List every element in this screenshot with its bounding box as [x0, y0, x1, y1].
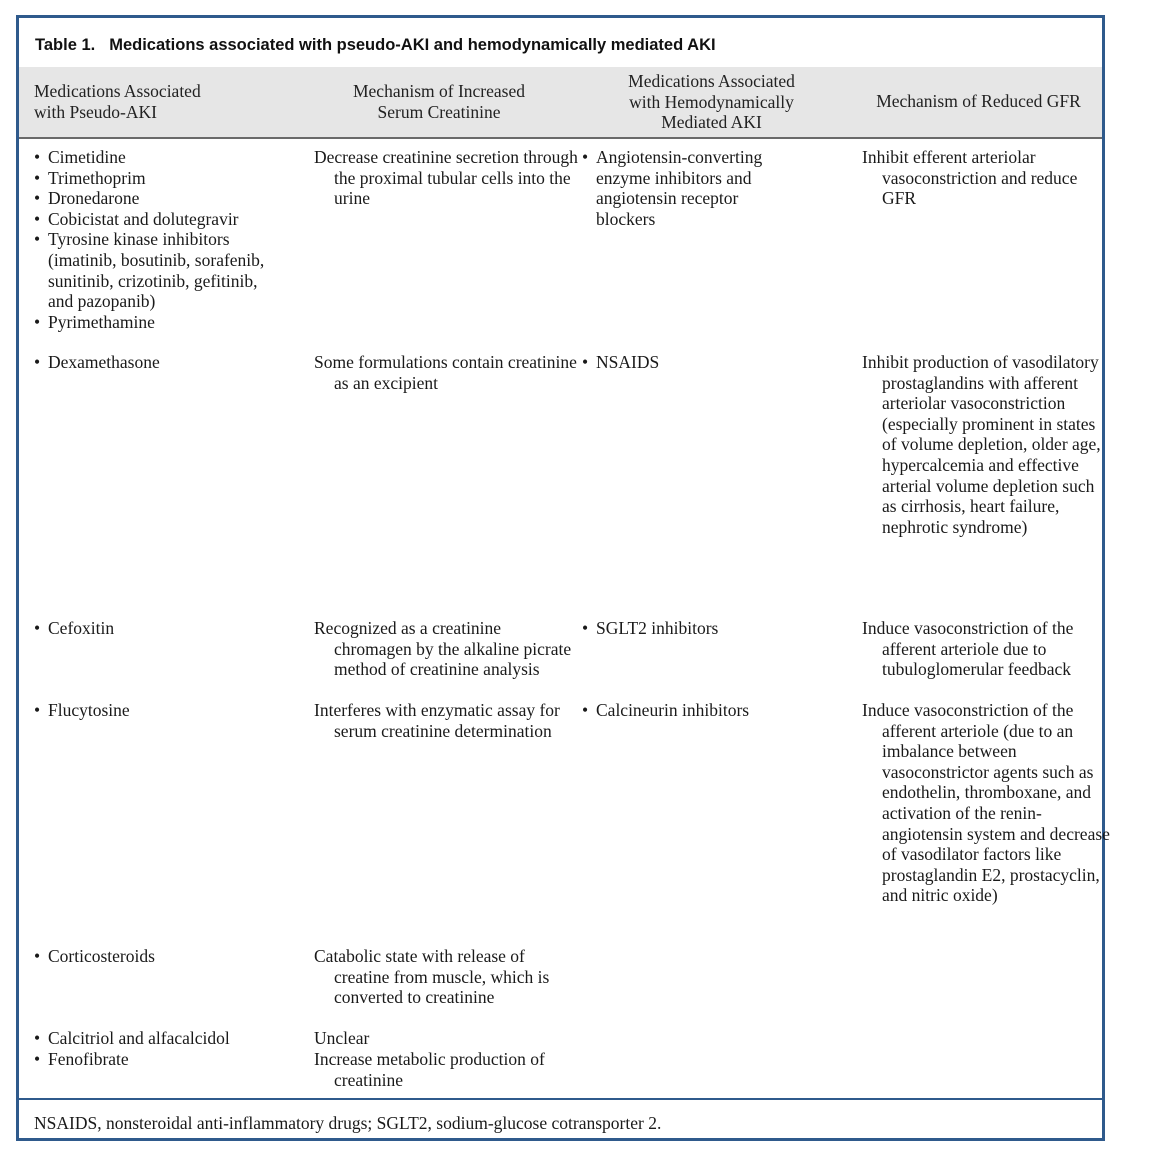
row1-hemo-meds [582, 147, 797, 229]
header-creatinine-mechanism: Mechanism of Increased Serum Creatinine [352, 81, 525, 122]
row3-hemo-meds [582, 618, 797, 639]
row7-pseudo-meds [34, 1049, 296, 1070]
list-item: • Angiotensin-converting enzyme inhibitors and angiotensin receptor blockers [582, 147, 797, 229]
row5-creatinine-mechanism: Catabolic state with release of creatine from muscle, which is converted to creatinine [314, 946, 550, 1008]
row1-pseudo-meds [34, 147, 296, 332]
row2-pseudo-meds [34, 352, 296, 373]
list-item: • Calcineurin inhibitors [582, 700, 797, 721]
list-item: • Calcitriol and alfacalcidol [34, 1028, 296, 1049]
list-item: • NSAIDS [582, 352, 797, 373]
table-number: Table 1. [35, 36, 96, 54]
row2-hemo-meds [582, 352, 797, 373]
list-item: • Cefoxitin [34, 618, 296, 639]
row4-creatinine-mechanism: Interferes with enzymatic assay for serum creatinine determination [314, 700, 560, 741]
row1-gfr-mechanism: Inhibit efferent arteriolar vasoconstriction and reduce GFR [862, 147, 1078, 209]
list-item: • Pyrimethamine [34, 312, 296, 333]
list-item: • SGLT2 inhibitors [582, 618, 797, 639]
list-item: • Cobicistat and dolutegravir [34, 209, 296, 230]
row5-pseudo-meds [34, 946, 296, 967]
row6-creatinine-mechanism: Unclear [314, 1028, 370, 1048]
row7-creatinine-mechanism: Increase metabolic production of creatinine [314, 1049, 545, 1090]
list-item: • Dexamethasone [34, 352, 296, 373]
list-item: • Flucytosine [34, 700, 296, 721]
row4-hemo-meds [582, 700, 797, 721]
list-item: • Cimetidine [34, 147, 296, 168]
row6-pseudo-meds [34, 1028, 296, 1049]
list-item: • Trimethoprim [34, 168, 296, 189]
table-header-row [19, 67, 1102, 139]
table-frame [16, 15, 1110, 1141]
table-title: Medications associated with pseudo-AKI and hemodynamically mediated AKI [109, 36, 716, 54]
header-hemodynamic-aki-meds: Medications Associated with Hemodynamically Mediated AKI [628, 71, 795, 132]
table-caption [35, 36, 716, 55]
footnote-divider [19, 1098, 1102, 1100]
row2-gfr-mechanism: Inhibit production of vasodilatory prostaglandins with afferent arteriolar vasoconstriction (especially prominent in states of volume depletion, older age, hypercalcemia and effective arterial volume depletion such as cirrhosis, heart failure, nephrotic syndrome) [862, 352, 1101, 537]
list-item: • Fenofibrate [34, 1049, 296, 1070]
row2-creatinine-mechanism: Some formulations contain creatinine as an excipient [314, 352, 577, 393]
list-item: • Corticosteroids [34, 946, 296, 967]
row4-gfr-mechanism: Induce vasoconstriction of the afferent arteriole (due to an imbalance between vasoconstrictor agents such as endothelin, thromboxane, and activation of the renin-angiotensin system and decrease of vasodilator factors like prostaglandin E2, prostacyclin, and nitric oxide) [862, 700, 1110, 906]
header-pseudo-aki-meds: Medications Associated with Pseudo-AKI [34, 81, 201, 122]
row3-gfr-mechanism: Induce vasoconstriction of the afferent arteriole due to tubuloglomerular feedback [862, 618, 1074, 680]
header-gfr-mechanism: Mechanism of Reduced GFR [876, 91, 1081, 111]
row3-pseudo-meds [34, 618, 296, 639]
row1-creatinine-mechanism: Decrease creatinine secretion through the proximal tubular cells into the urine [314, 147, 578, 209]
list-item: • Dronedarone [34, 188, 296, 209]
row4-pseudo-meds [34, 700, 296, 721]
list-item: • Tyrosine kinase inhibitors (imatinib, bosutinib, sorafenib, sunitinib, crizotinib, gefitinib, and pazopanib) [34, 229, 266, 311]
row3-creatinine-mechanism: Recognized as a creatinine chromagen by the alkaline picrate method of creatinine analysis [314, 618, 572, 680]
table-footnote: NSAIDS, nonsteroidal anti-inflammatory drugs; SGLT2, sodium-glucose cotransporter 2. [34, 1113, 662, 1133]
